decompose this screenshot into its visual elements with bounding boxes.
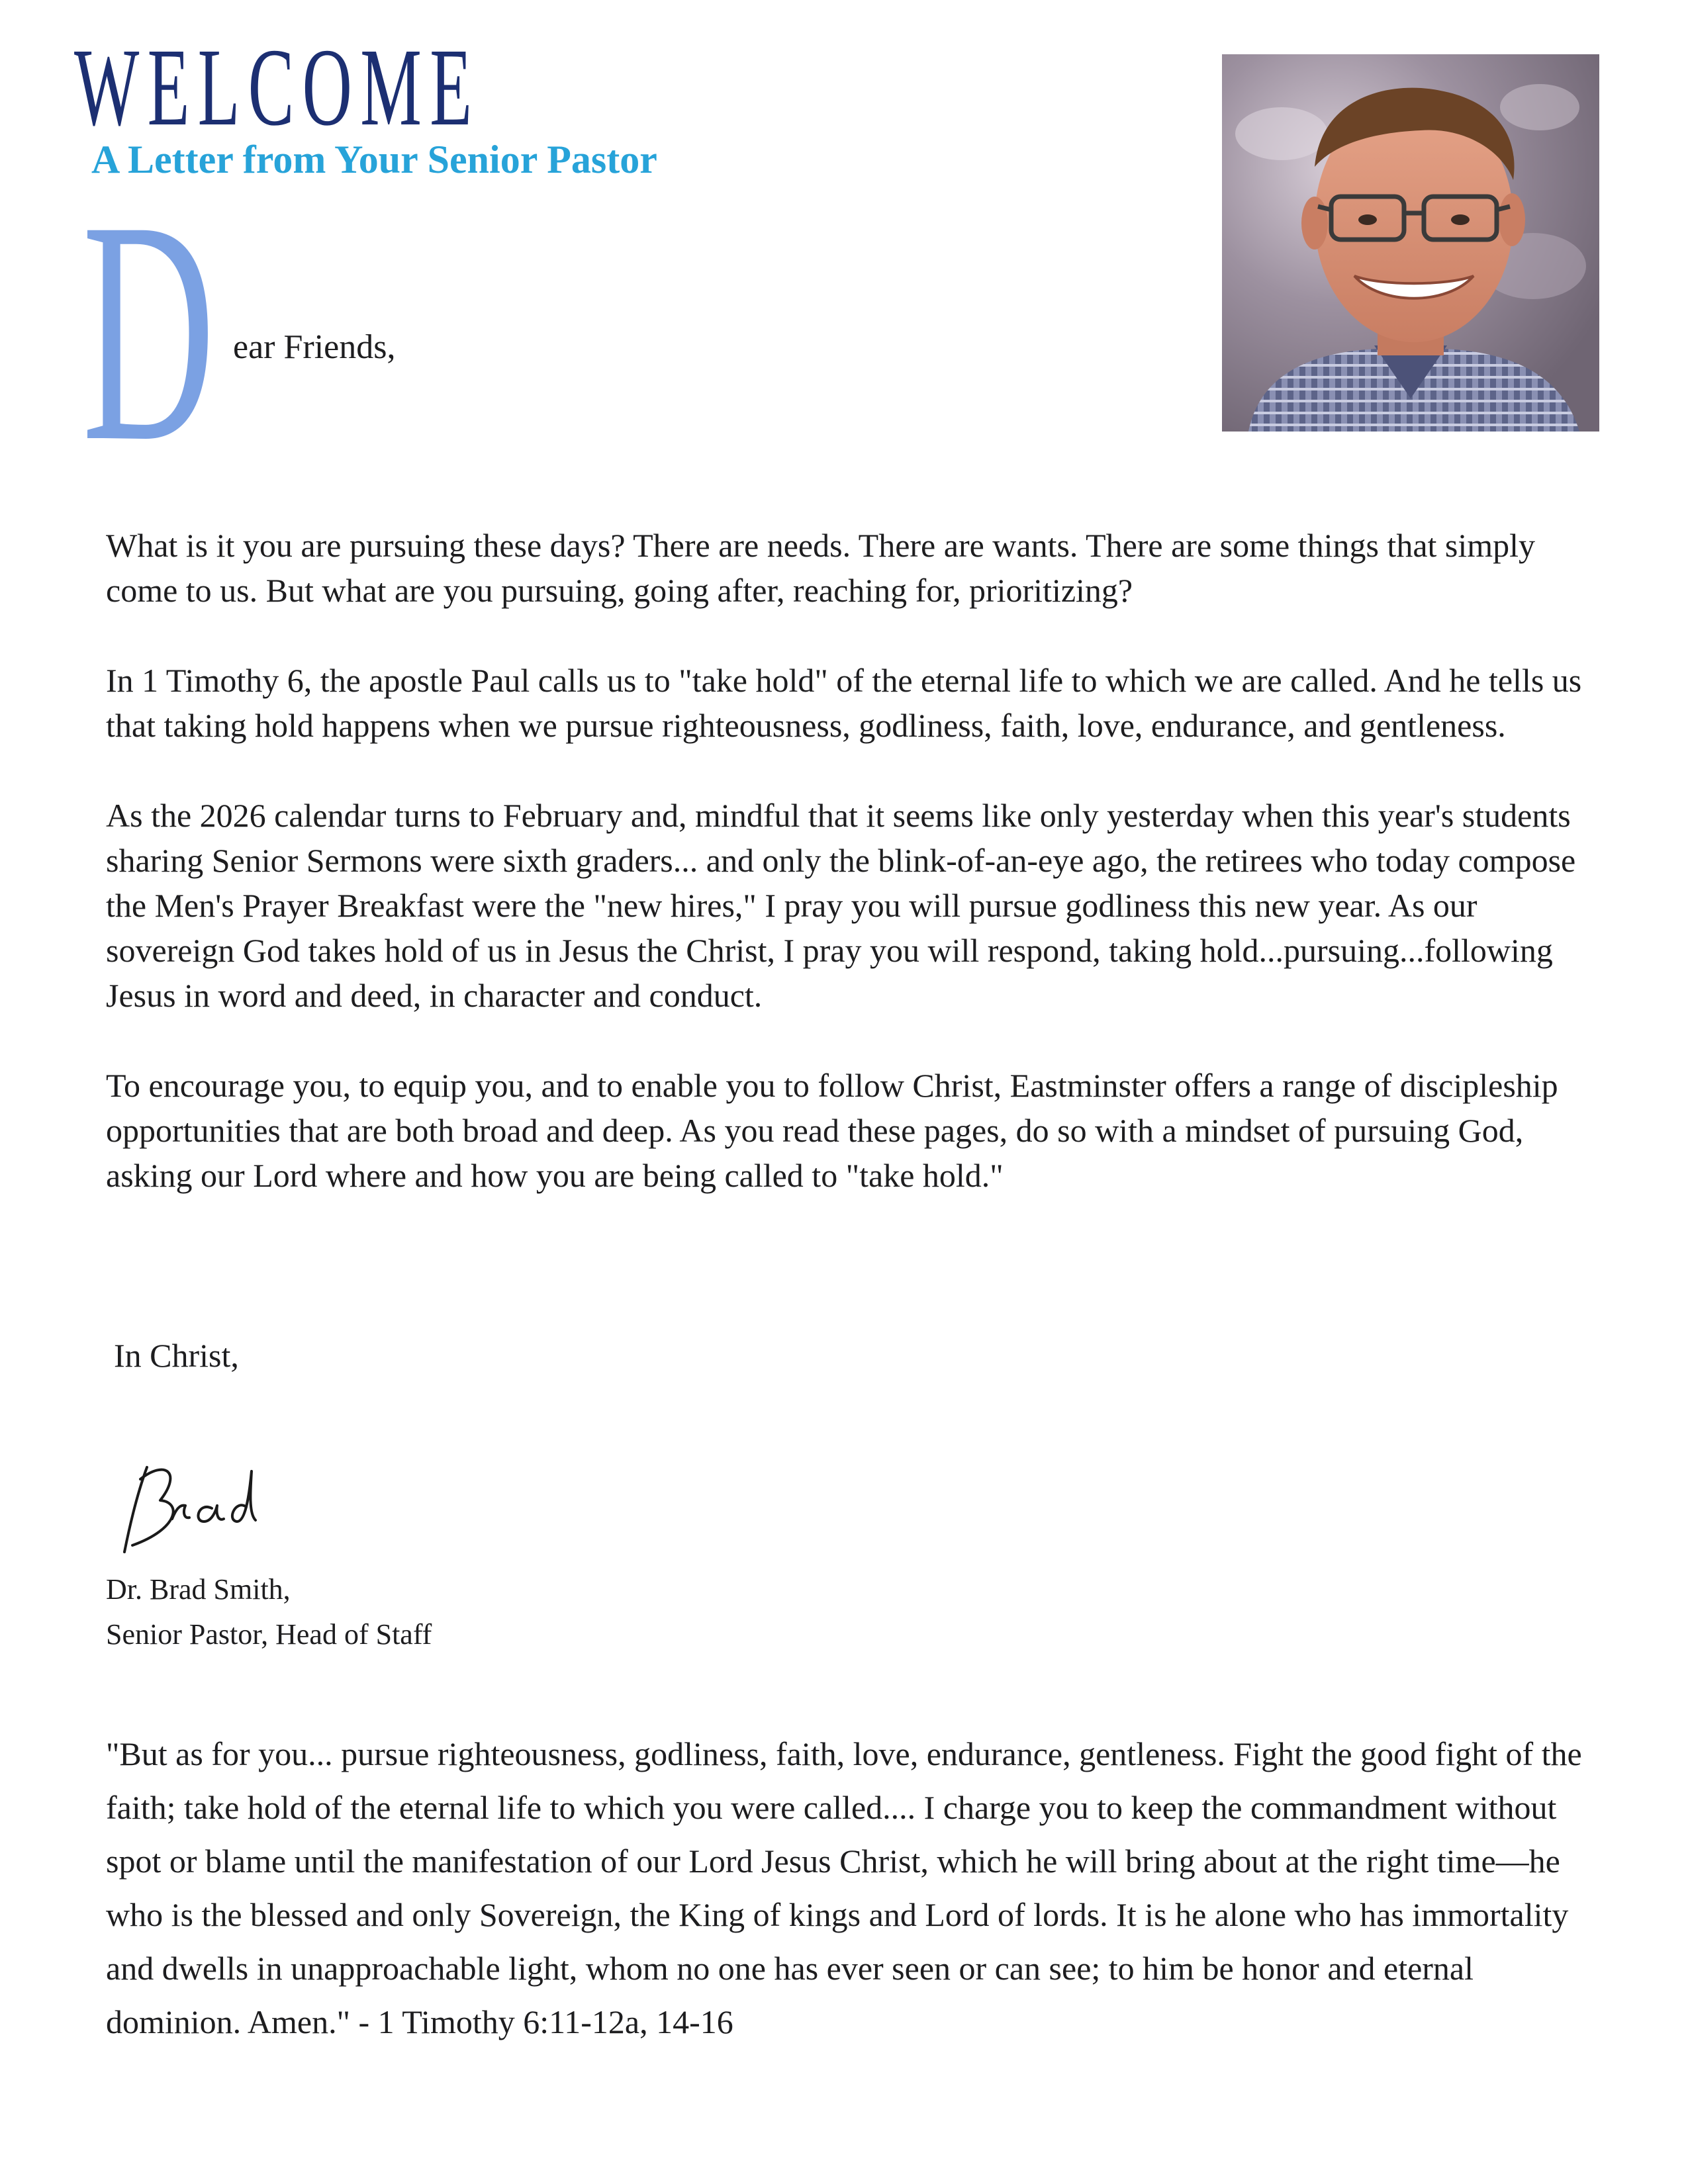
page-title: WELCOME: [74, 26, 481, 149]
page-subtitle: A Letter from Your Senior Pastor: [91, 138, 657, 181]
letter-closing: In Christ,: [114, 1337, 239, 1374]
drop-cap: D: [82, 155, 216, 507]
letter-paragraph: In 1 Timothy 6, the apostle Paul calls us to "take hold" of the eternal life to which we are called. And he tells us that taking hold happens when we pursue righteousness, godliness, faith, love, endurance, and gentleness.: [106, 662, 1582, 744]
letter-body: [106, 523, 1609, 1243]
pastor-photo: [1222, 54, 1599, 432]
letter-paragraph: What is it you are pursuing these days? There are needs. There are wants. There are some things that simply come to us. But what are you pursuing, going after, reaching for, prioritizing?: [106, 527, 1536, 609]
letter-paragraph: As the 2026 calendar turns to February and, mindful that it seems like only yesterday when this year's students sharing Senior Sermons were sixth graders... and only the blink-of-an-eye ago, the retirees who today compose the Men's Prayer Breakfast were the "new hires," I pray you will pursue godliness this new year. As our sovereign God takes hold of us in Jesus the Christ, I pray you will respond, taking hold...pursuing...following Jesus in word and deed, in character and conduct.: [106, 797, 1576, 1014]
signature-image: [106, 1453, 258, 1559]
signer-title: Senior Pastor, Head of Staff: [106, 1618, 432, 1651]
scripture-quote: "But as for you... pursue righteousness, godliness, faith, love, endurance, gentleness. Fight the good fight of the faith; take hold of the eternal life to which you were called.... I charge you to keep the commandment without spot or blame until the manifestation of our Lord Jesus Christ, which he will bring about at the right time—he who is the blessed and only Sovereign, the King of kings and Lord of lords. It is he alone who has immortality and dwells in unapproachable light, whom no one has ever seen or can see; to him be honor and eternal dominion. Amen." - 1 Timothy 6:11-12a, 14-16: [106, 1735, 1582, 2040]
salutation: ear Friends,: [233, 328, 396, 366]
letter-paragraph: To encourage you, to equip you, and to enable you to follow Christ, Eastminster offers a range of discipleship opportunities that are both broad and deep. As you read these pages, do so with a mindset of pursuing God, asking our Lord where and how you are being called to "take hold.": [106, 1067, 1558, 1194]
signer-name: Dr. Brad Smith,: [106, 1573, 291, 1606]
